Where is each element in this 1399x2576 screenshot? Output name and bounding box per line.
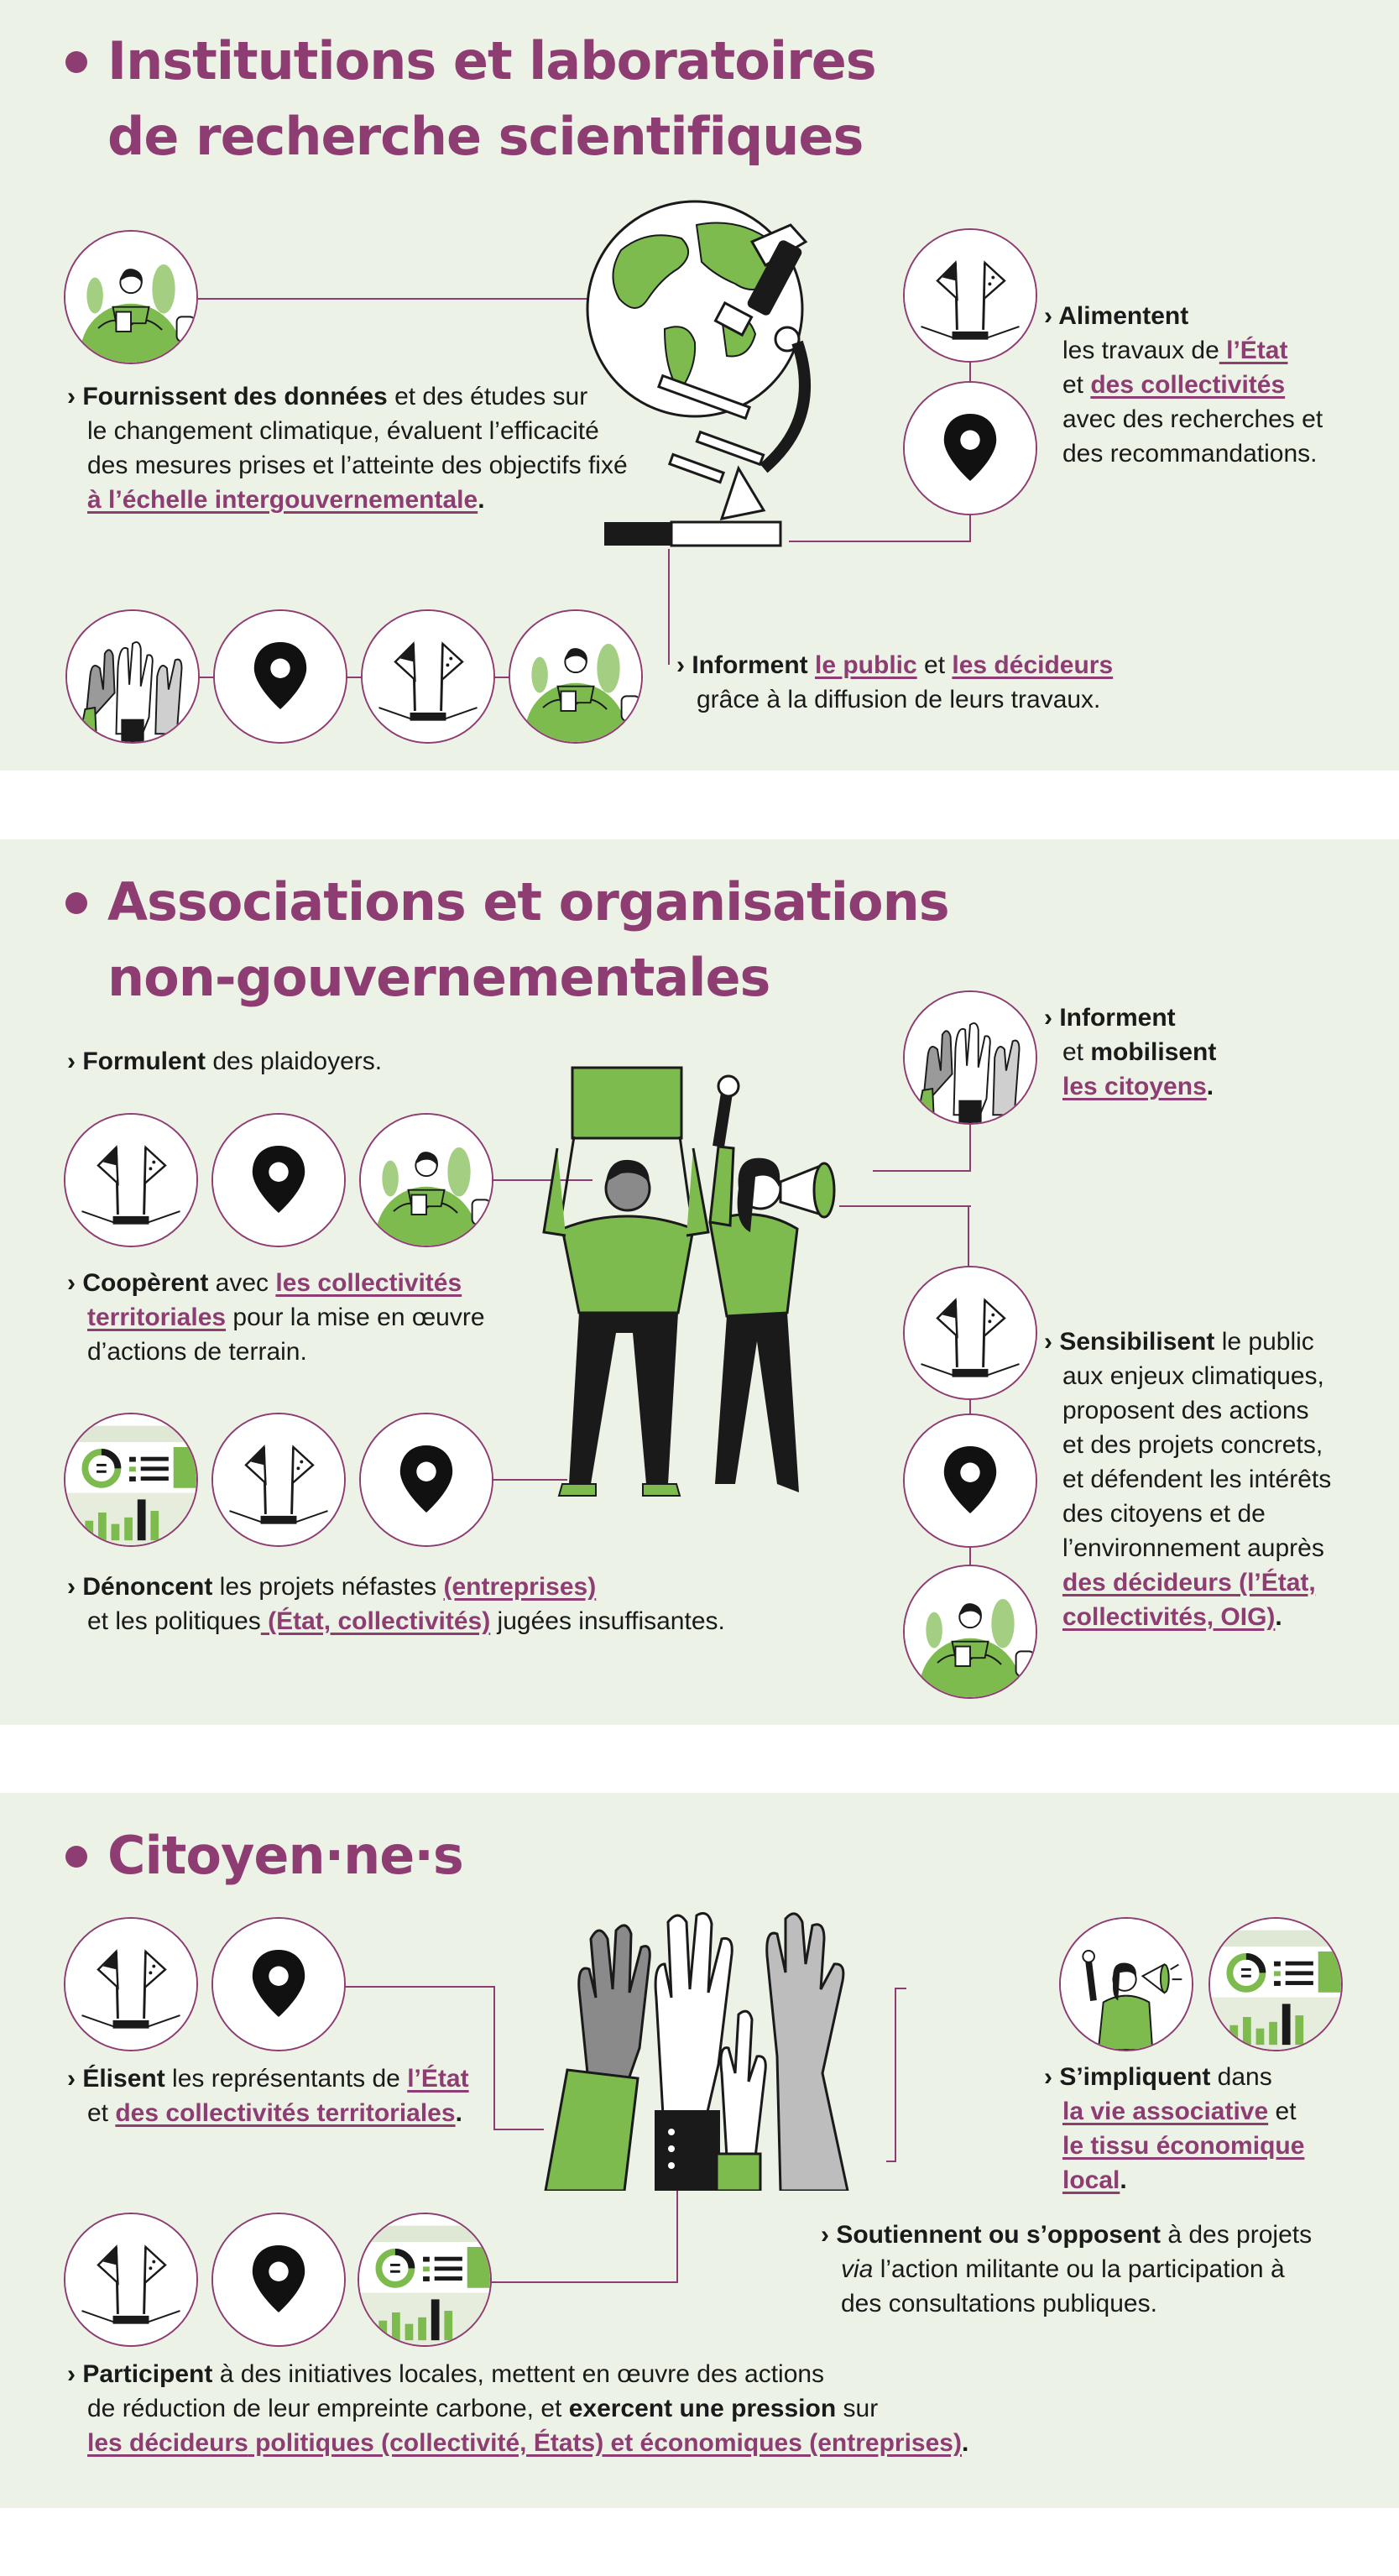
link-vie-associative[interactable]: la vie associative (1062, 2098, 1269, 2125)
flags-icon (211, 1413, 346, 1547)
connector-line (344, 1986, 495, 1988)
link-des-decideurs[interactable]: des décideurs (l’État, (1062, 1569, 1316, 1596)
section-title-associations: Associations et organisations non-gouvernementales (107, 871, 949, 1008)
raised-hands-illustration (529, 1905, 898, 2191)
bullet-icon (65, 1846, 87, 1868)
flags-icon (64, 1917, 198, 2051)
location-pin-icon (903, 381, 1037, 515)
section-title-institutions: Institutions et laboratoires de recherche scientifiques (107, 30, 876, 167)
dashboard-icon (64, 1413, 198, 1547)
connector-line (493, 1986, 495, 2130)
text-participent: › Participent à des initiatives locales, mettent en œuvre des actions de réduction de leur empreinte carbone, et exercent une pression sur les décideurs politiques (collectivité, États) et économiques (entreprises). (67, 2360, 969, 2457)
raised-hands-icon (65, 609, 200, 744)
link-politiques-economiques[interactable]: politiques (collectivité, États) et économiques (entreprises) (248, 2429, 962, 2457)
text-informent-mobilisent: › Informent et mobilisent les citoyens. (1044, 1004, 1217, 1100)
link-collectivites-territoriales[interactable]: des collectivités territoriales (115, 2099, 456, 2127)
link-entreprises[interactable]: (entreprises) (443, 1573, 597, 1601)
location-pin-icon (359, 1413, 493, 1547)
location-pin-icon (211, 1917, 346, 2051)
link-collectivites-oig[interactable]: collectivités, OIG) (1062, 1603, 1276, 1631)
raised-hands-icon (903, 990, 1037, 1125)
link-les-decideurs[interactable]: les décideurs (952, 651, 1114, 679)
connector-line (487, 2281, 678, 2283)
text-elisent: › Élisent les représentants de l’État et des collectivités territoriales. (67, 2065, 469, 2127)
text-informent-public: › Informent le public et les décideurs grâce à la diffusion de leurs travaux. (676, 651, 1114, 713)
location-pin-icon (211, 2213, 346, 2347)
activist-megaphone-icon (1059, 1917, 1193, 2051)
flags-icon (903, 1266, 1037, 1400)
location-pin-icon (211, 1113, 346, 1247)
link-les-citoyens[interactable]: les citoyens (1062, 1073, 1207, 1100)
link-etat-collectivites[interactable]: (État, collectivités) (260, 1607, 491, 1635)
text-soutiennent: › Soutiennent ou s’opposent à des projets via l’action militante ou la participation à des consultations publiques. (821, 2221, 1313, 2317)
location-pin-icon (903, 1413, 1037, 1548)
text-alimentent: › Alimentent les travaux de l’État et des collectivités avec des recherches et des recommandations. (1044, 302, 1323, 468)
researcher-icon (509, 609, 643, 744)
dashboard-icon (1208, 1917, 1343, 2051)
flags-icon (903, 228, 1037, 363)
link-local[interactable]: local (1062, 2166, 1120, 2194)
flags-icon (64, 1113, 198, 1247)
connector-line (198, 298, 592, 300)
link-echelle-intergouvernementale[interactable]: à l’échelle intergouvernementale (87, 486, 478, 514)
text-impliquent: › S’impliquent dans la vie associative et le tissu économique local. (1044, 2063, 1305, 2194)
link-territoriales[interactable]: territoriales (87, 1304, 227, 1331)
bullet-icon (65, 51, 87, 73)
link-le-public[interactable]: le public (815, 651, 917, 679)
connector-line (676, 2184, 678, 2283)
researcher-icon (903, 1565, 1037, 1699)
connector-line (969, 512, 971, 542)
connector-line (969, 1121, 971, 1172)
text-formulent: › Formulent des plaidoyers. (67, 1048, 383, 1075)
researcher-icon (64, 230, 198, 364)
text-sensibilisent: › Sensibilisent le public aux enjeux climatiques, proposent des actions et des projets concrets, et défendent les intérêts des citoyens et de l’environnement auprès des décideurs (l’État, collectivités, OIG). (1044, 1328, 1332, 1631)
text-cooperent: › Coopèrent avec les collectivités territoriales pour la mise en œuvre d’actions de terrain. (67, 1269, 485, 1366)
text-denoncent: › Dénoncent les projets néfastes (entreprises) et les politiques (État, collectivités) jugées insuffisantes. (67, 1573, 725, 1635)
dashboard-icon (358, 2213, 492, 2347)
connector-line (873, 1170, 971, 1172)
connector-line (968, 1205, 969, 1267)
flags-icon (64, 2213, 198, 2347)
section-title-citoyens: Citoyen·ne·s (107, 1825, 463, 1886)
flags-icon (361, 609, 495, 744)
link-collectivites[interactable]: des collectivités (1090, 371, 1286, 399)
link-decideurs-politiques[interactable]: les décideurs (87, 2429, 248, 2457)
text-fournissent: › Fournissent des données et des études sur le changement climatique, évaluent l’efficacité des mesures prises et l’atteinte des objectifs fixé à l’échelle intergouvernementale. (67, 383, 628, 514)
location-pin-icon (213, 609, 347, 744)
bullet-icon (65, 892, 87, 914)
link-tissu-economique[interactable]: le tissu économique (1062, 2132, 1305, 2160)
protesters-illustration (529, 1064, 873, 1509)
researcher-icon (359, 1113, 493, 1247)
link-etat-citoyens[interactable]: l’État (407, 2065, 469, 2093)
link-etat[interactable]: l’État (1219, 337, 1288, 364)
connector-line (668, 549, 670, 665)
link-les-collectivites[interactable]: les collectivités (275, 1269, 462, 1297)
